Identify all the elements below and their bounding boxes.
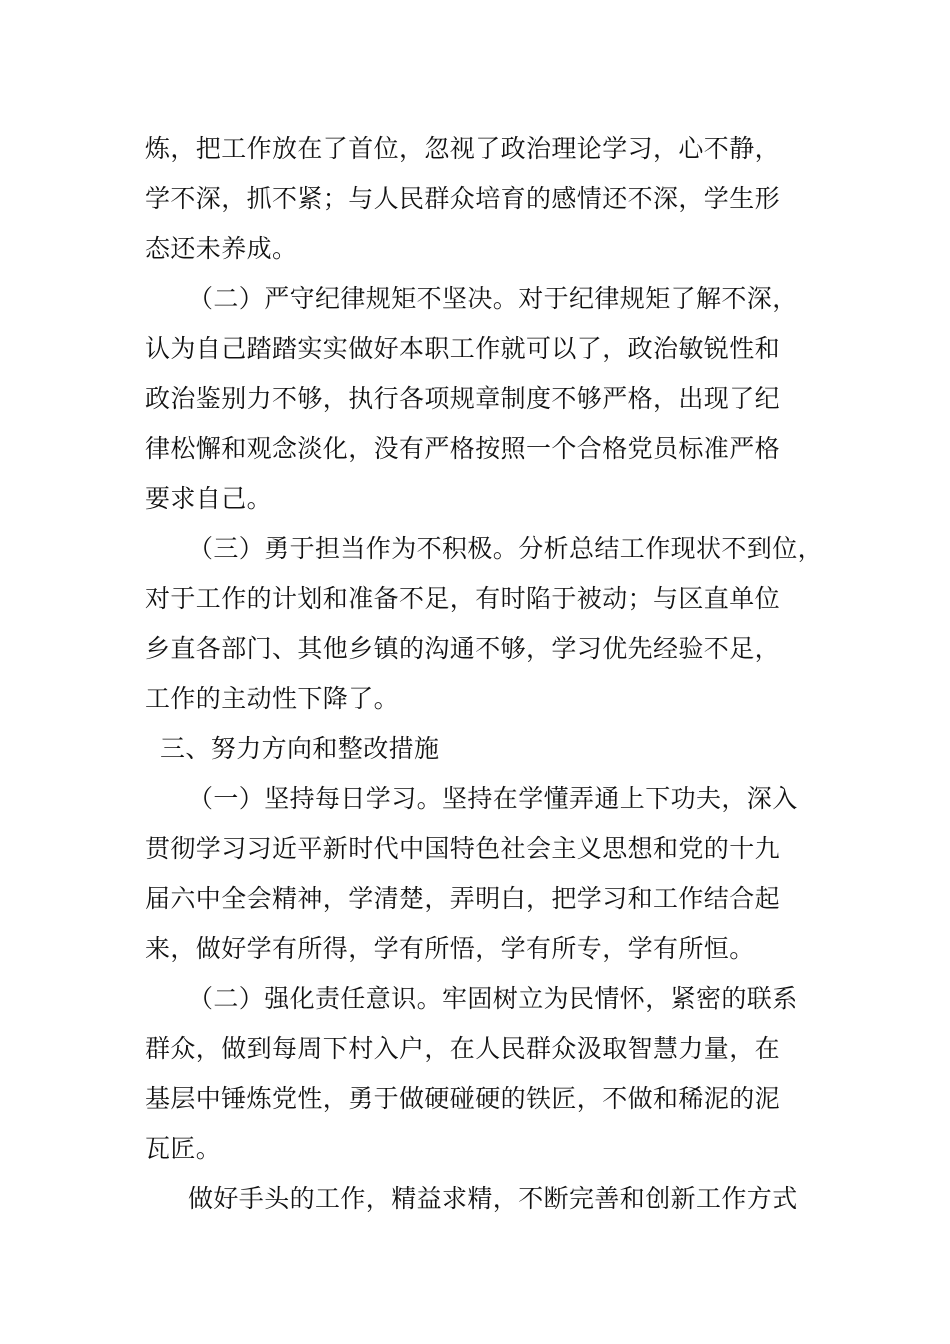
text-line: 瓦匠。 <box>145 1134 222 1163</box>
text-line: 态还未养成。 <box>145 234 298 263</box>
text-line: 政治鉴别力不够，执行各项规章制度不够严格，出现了纪 <box>145 384 781 413</box>
text-line: （三）勇于担当作为不积极。分析总结工作现状不到位， <box>188 534 824 563</box>
text-line: （一）坚持每日学习。坚持在学懂弄通上下功夫，深入 <box>188 784 798 813</box>
text-line: （二）强化责任意识。牢固树立为民情怀，紧密的联系 <box>188 984 798 1013</box>
text-line: 要求自己。 <box>145 484 273 513</box>
text-line: 认为自己踏踏实实做好本职工作就可以了，政治敏锐性和 <box>145 334 781 363</box>
text-line: 学不深，抓不紧；与人民群众培育的感情还不深，学生形 <box>145 184 781 213</box>
text-line: 基层中锤炼党性，勇于做硬碰硬的铁匠，不做和稀泥的泥 <box>145 1084 781 1113</box>
text-line: 贯彻学习习近平新时代中国特色社会主义思想和党的十九 <box>145 834 781 863</box>
text-line: 乡直各部门、其他乡镇的沟通不够，学习优先经验不足， <box>145 634 781 663</box>
text-line: 来，做好学有所得，学有所悟，学有所专，学有所恒。 <box>145 934 755 963</box>
text-line: 炼，把工作放在了首位，忽视了政治理论学习，心不静， <box>145 134 781 163</box>
text-line: 群众，做到每周下村入户，在人民群众汲取智慧力量，在 <box>145 1034 781 1063</box>
text-line: 律松懈和观念淡化，没有严格按照一个合格党员标准严格 <box>145 434 781 463</box>
section-heading: 三、努力方向和整改措施 <box>160 734 440 763</box>
text-line: 工作的主动性下降了。 <box>145 684 400 713</box>
text-line: （二）严守纪律规矩不坚决。对于纪律规矩了解不深， <box>188 284 798 313</box>
text-line: 届六中全会精神，学清楚，弄明白，把学习和工作结合起 <box>145 884 781 913</box>
text-line: 做好手头的工作，精益求精，不断完善和创新工作方式 <box>188 1184 798 1213</box>
text-line: 对于工作的计划和准备不足，有时陷于被动；与区直单位 <box>145 584 781 613</box>
